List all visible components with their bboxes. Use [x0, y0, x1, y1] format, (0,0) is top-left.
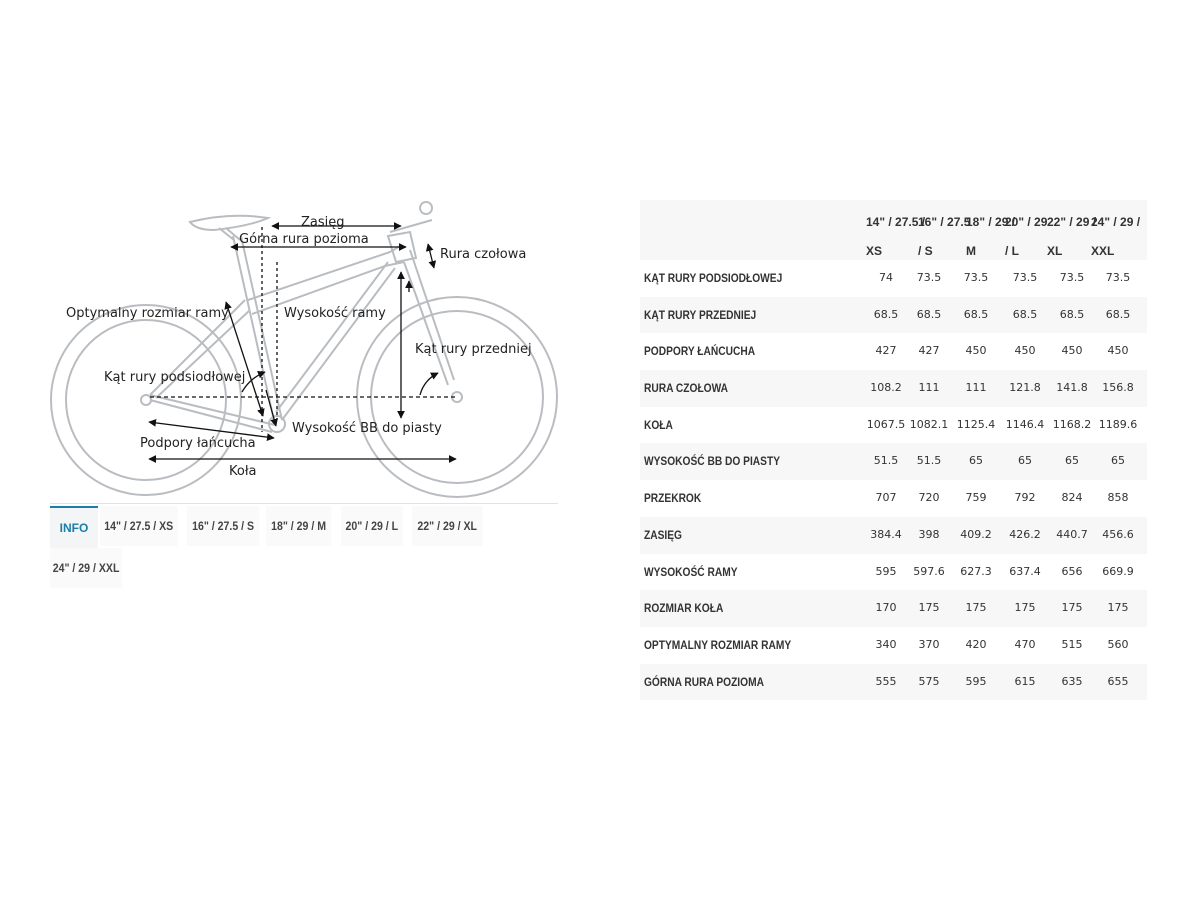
table-cell: 792 [1014, 491, 1036, 505]
tab-m[interactable]: 18" / 29 / M [266, 506, 331, 546]
table-row [640, 517, 1147, 554]
table-row [640, 260, 1147, 297]
tab-xxl[interactable]: 24" / 29 / XXL [50, 548, 122, 588]
table-cell: 398 [918, 527, 940, 541]
table-cell: 456.6 [1102, 527, 1134, 541]
table-cell: 65 [969, 454, 983, 468]
row-label: KOŁA [644, 417, 673, 432]
tab-l[interactable]: 20" / 29 / L [341, 506, 403, 546]
row-label: WYSOKOŚĆ BB DO PIASTY [644, 454, 781, 469]
table-cell: 470 [1014, 637, 1036, 651]
front-wheel [357, 297, 557, 497]
size-tabs [50, 503, 558, 594]
table-cell: 409.2 [960, 527, 992, 541]
table-cell: 73.5 [916, 271, 942, 284]
row-label: OPTYMALNY ROZMIAR RAMY [644, 637, 792, 652]
table-cell: 427 [875, 344, 897, 358]
table-cell: 108.2 [870, 381, 902, 395]
header-xs: 14" / 27.5 / XS [866, 215, 926, 258]
row-label: KĄT RURY PODSIODŁOWEJ [644, 271, 783, 285]
table-row [640, 664, 1147, 701]
table-row [640, 627, 1147, 664]
table-cell: 111 [965, 381, 987, 395]
row-label: ROZMIAR KOŁA [644, 601, 724, 616]
table-cell: 597.6 [913, 564, 945, 578]
table-cell: 669.9 [1102, 564, 1134, 578]
table-row [640, 480, 1147, 517]
header-xxl: 24" / 29 / XXL [1091, 215, 1141, 258]
table-cell: 68.5 [873, 307, 899, 321]
bike-geometry-diagram [0, 0, 600, 500]
table-cell: 51.5 [873, 454, 899, 468]
row-label: PODPORY ŁAŃCUCHA [644, 344, 756, 359]
row-label: PRZEKROK [644, 491, 702, 506]
table-row [640, 333, 1147, 370]
table-cell: 759 [965, 491, 987, 505]
table-cell: 73.5 [1059, 271, 1085, 284]
table-cell: 560 [1107, 637, 1129, 651]
table-cell: 65 [1111, 454, 1125, 468]
table-cell: 68.5 [1012, 307, 1038, 321]
table-cell: 427 [918, 344, 940, 358]
table-cell: 1189.6 [1098, 417, 1138, 431]
diagram-labels [66, 215, 532, 479]
table-cell: 655 [1107, 674, 1129, 688]
table-cell: 1067.5 [866, 417, 906, 431]
table-row [640, 407, 1147, 444]
table-cell: 515 [1061, 637, 1083, 651]
row-label: GÓRNA RURA POZIOMA [644, 674, 764, 689]
header-xl: 22" / 29 / XL [1047, 215, 1097, 258]
table-cell: 175 [1061, 601, 1083, 615]
table-header [640, 200, 1147, 260]
tab-xl[interactable]: 22" / 29 / XL [412, 506, 482, 546]
table-cell: 73.5 [1012, 271, 1038, 284]
table-cell: 340 [875, 637, 897, 651]
tab-s[interactable]: 16" / 27.5 / S [187, 506, 259, 546]
table-cell: 1146.4 [1005, 417, 1045, 431]
label-kat-podsiod: Kąt rury podsiodłowej [104, 370, 246, 385]
table-cell: 384.4 [870, 527, 902, 541]
table-cell: 73.5 [963, 271, 989, 284]
label-bb: Wysokość BB do piasty [292, 421, 442, 436]
table-cell: 450 [965, 344, 987, 358]
label-rura-czolowa: Rura czołowa [440, 247, 527, 262]
label-zasieg: Zasięg [301, 215, 345, 230]
table-cell: 575 [918, 674, 940, 688]
table-cell: 707 [875, 491, 897, 505]
table-cell: 440.7 [1056, 527, 1088, 541]
table-cell: 450 [1061, 344, 1083, 358]
table-row [640, 554, 1147, 591]
tab-info[interactable]: INFO [50, 506, 98, 548]
label-optymalny: Optymalny rozmiar ramy [66, 306, 229, 321]
header-l: 20" / 29 / L [1005, 215, 1048, 258]
table-cell: 1168.2 [1052, 417, 1092, 431]
table-cell: 595 [875, 564, 897, 578]
table-row [640, 443, 1147, 480]
table-cell: 68.5 [1059, 307, 1085, 321]
label-podpory: Podpory łańcucha [140, 436, 256, 451]
label-wysokosc-ramy: Wysokość ramy [284, 306, 386, 321]
label-kola: Koła [229, 464, 257, 479]
table-cell: 1125.4 [956, 417, 996, 431]
bike-frame [150, 236, 454, 432]
table-cell: 656 [1061, 564, 1083, 578]
table-cell: 595 [965, 674, 987, 688]
table-cell: 111 [918, 381, 940, 395]
header-m: 18" / 29 / M [966, 215, 1016, 258]
table-row [640, 590, 1147, 627]
table-cell: 720 [918, 491, 940, 505]
table-cell: 426.2 [1009, 527, 1041, 541]
row-label: ZASIĘG [644, 527, 682, 542]
table-cell: 175 [1014, 601, 1036, 615]
table-row [640, 370, 1147, 407]
table-cell: 858 [1107, 491, 1129, 505]
table-cell: 68.5 [916, 307, 942, 321]
table-cell: 370 [918, 637, 940, 651]
table-cell: 175 [918, 601, 940, 615]
table-cell: 615 [1014, 674, 1036, 688]
table-cell: 170 [875, 601, 897, 615]
label-gorna-rura: Górna rura pozioma [239, 232, 369, 247]
row-label: WYSOKOŚĆ RAMY [644, 564, 738, 579]
tab-xs[interactable]: 14" / 27.5 / XS [100, 506, 177, 546]
table-cell: 51.5 [916, 454, 942, 468]
table-cell: 65 [1018, 454, 1032, 468]
table-cell: 824 [1061, 491, 1083, 505]
header-s: 16" / 27.5 / S [918, 215, 971, 258]
table-cell: 635 [1061, 674, 1083, 688]
geometry-table [640, 200, 1147, 700]
table-cell: 555 [875, 674, 897, 688]
table-cell: 141.8 [1056, 381, 1088, 395]
table-cell: 175 [1107, 601, 1129, 615]
table-cell: 156.8 [1102, 381, 1134, 395]
table-cell: 450 [1107, 344, 1129, 358]
table-cell: 420 [965, 637, 987, 651]
table-cell: 68.5 [1105, 307, 1131, 321]
table-cell: 74 [879, 271, 893, 284]
table-cell: 68.5 [963, 307, 989, 321]
table-cell: 121.8 [1009, 381, 1041, 395]
table-cell: 65 [1065, 454, 1079, 468]
table-cell: 1082.1 [909, 417, 949, 431]
table-cell: 637.4 [1009, 564, 1041, 578]
table-body [640, 260, 1147, 700]
table-cell: 175 [965, 601, 987, 615]
row-label: KĄT RURY PRZEDNIEJ [644, 307, 757, 322]
row-label: RURA CZOŁOWA [644, 381, 729, 396]
table-cell: 450 [1014, 344, 1036, 358]
label-kat-przedni: Kąt rury przedniej [415, 342, 532, 357]
table-cell: 627.3 [960, 564, 992, 578]
table-cell: 73.5 [1105, 271, 1131, 284]
table-row [640, 297, 1147, 334]
